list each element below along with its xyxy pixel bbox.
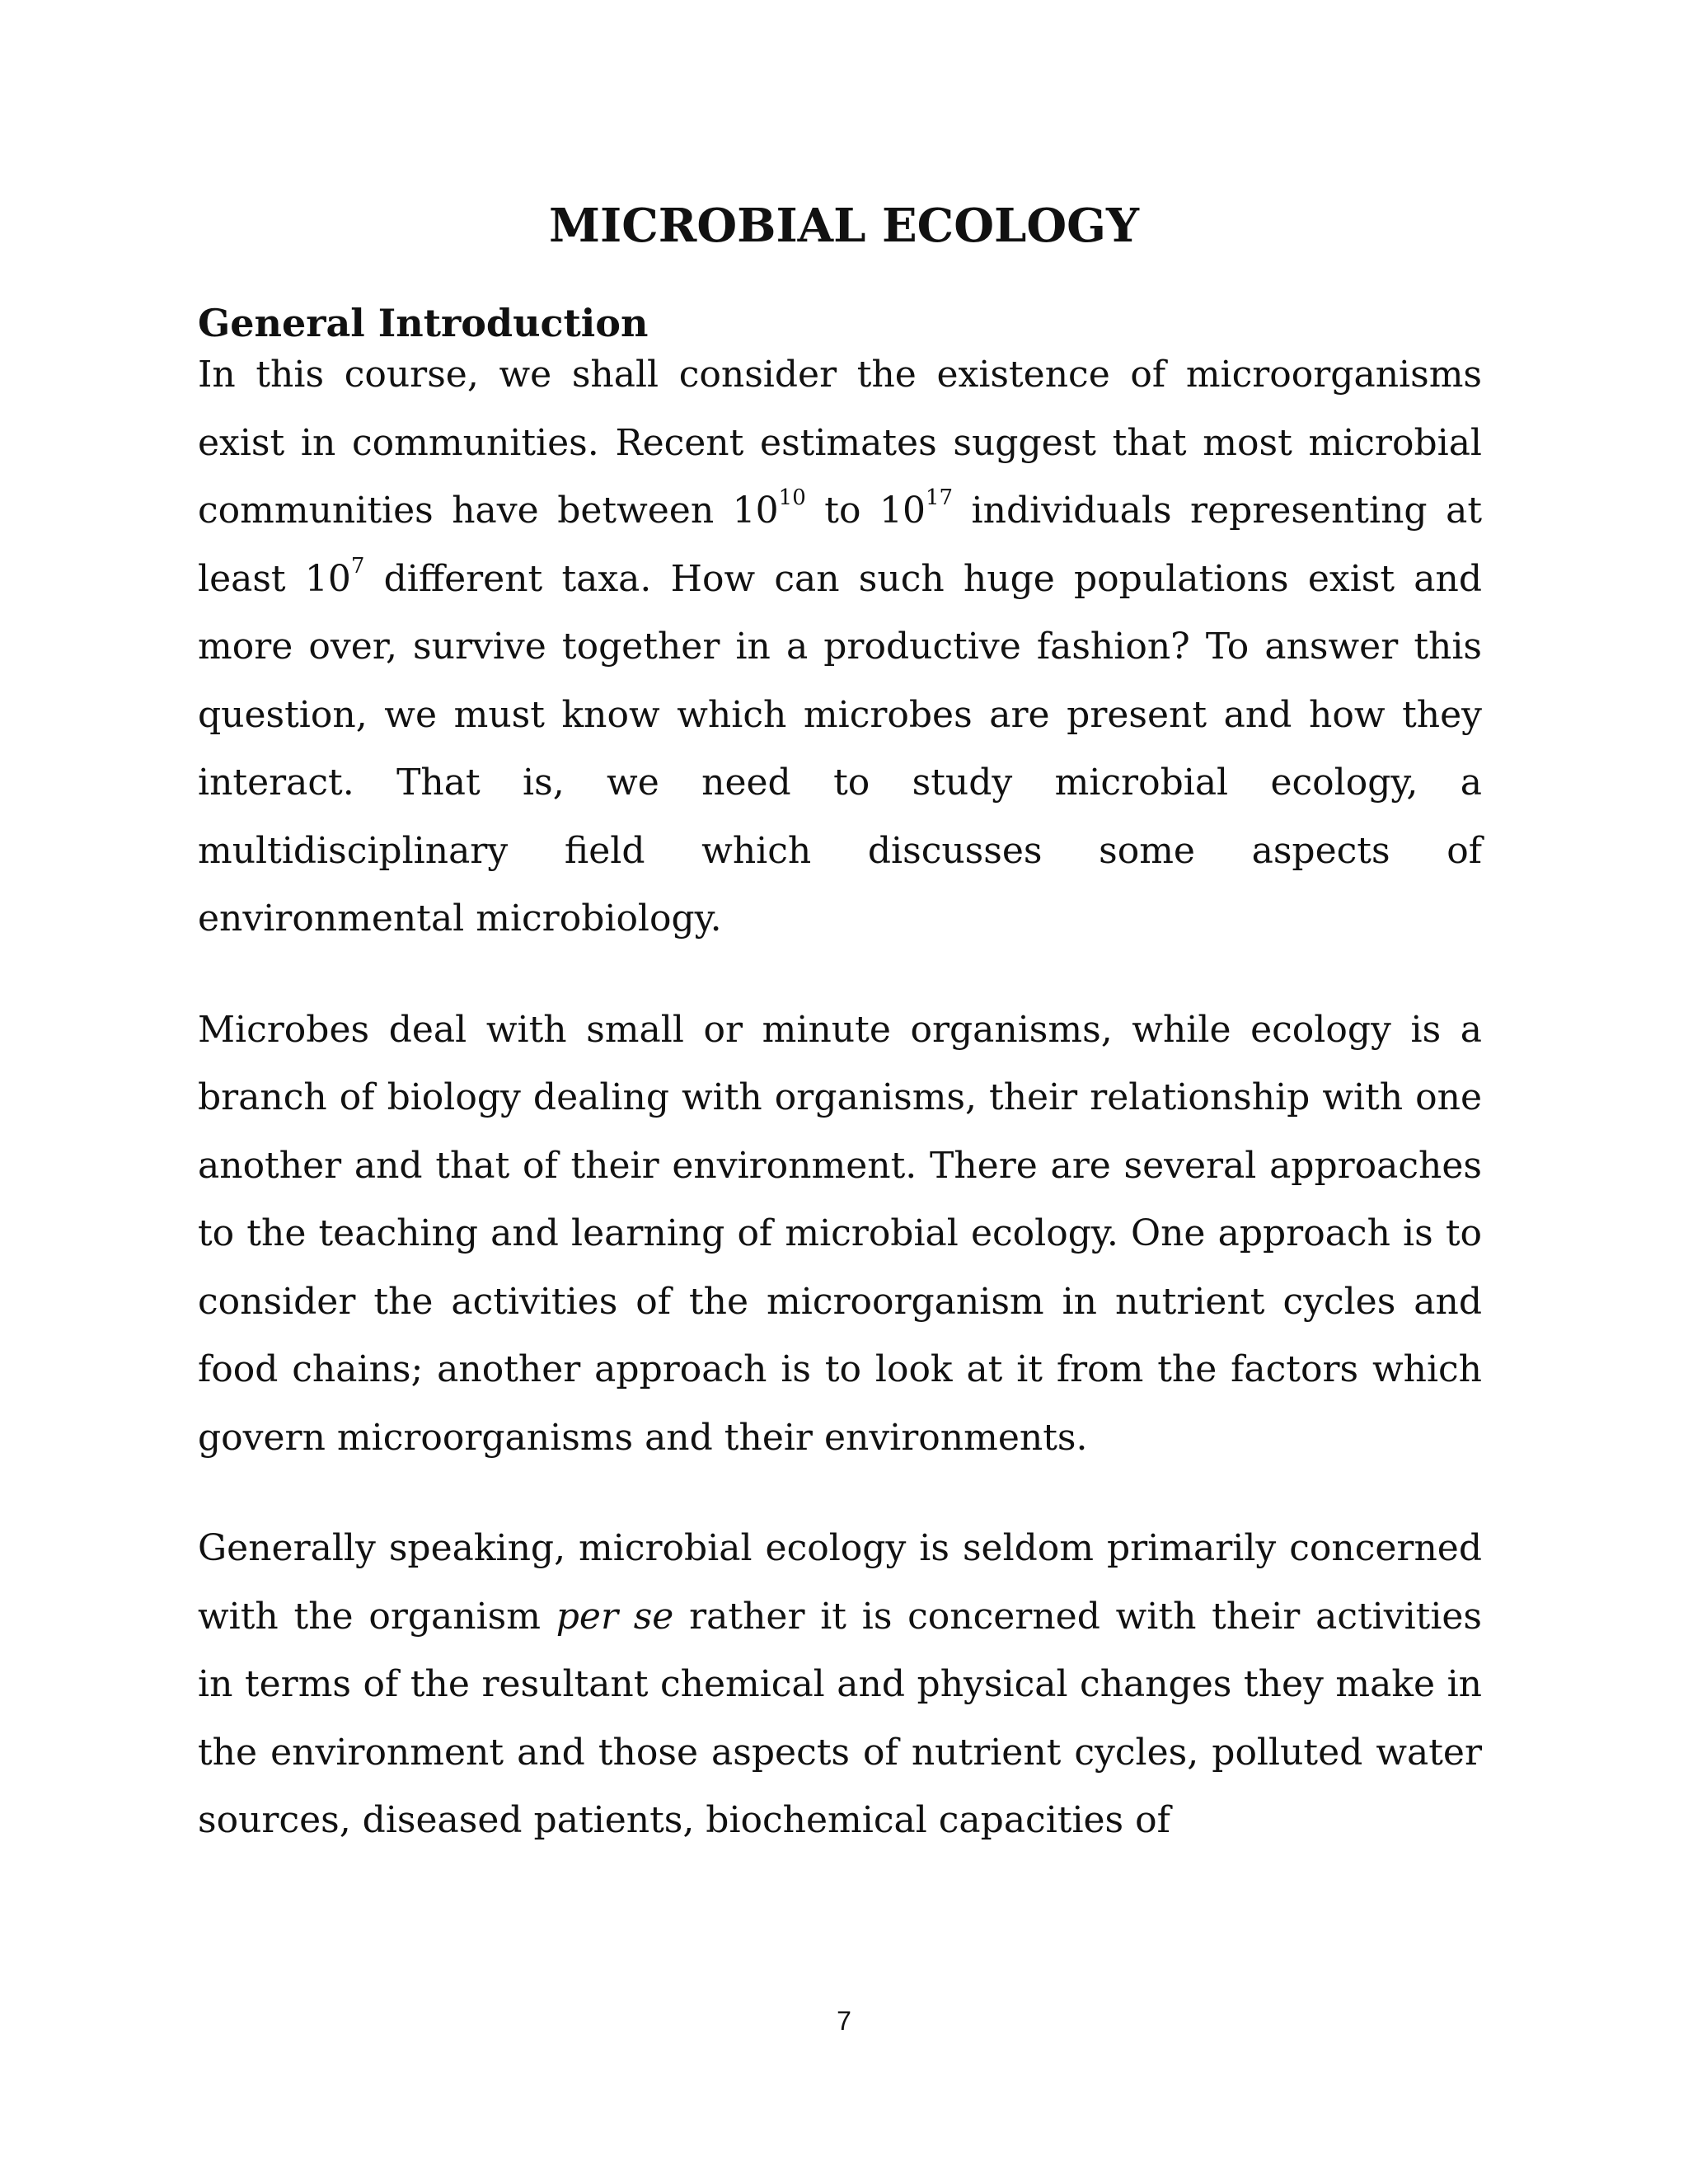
italic-per-se: per se	[556, 1595, 674, 1638]
superscript-exponent-10: 10	[778, 485, 806, 511]
superscript-exponent-17: 17	[925, 485, 954, 511]
paragraph-intro-text-2: to 10	[805, 490, 926, 532]
paragraph-intro	[198, 341, 1482, 954]
paragraph-intro-text-4: different taxa. How can such huge populations exist and more over, survive together in a productive fashion? To answer this question, we must know which microbes are present and how they interact. That is, we need to study microbial ecology, a multidisciplinary field which discusses some aspects of environmental microbiology.	[198, 557, 1482, 940]
paragraph-general	[198, 1515, 1482, 1855]
paragraph-intro-text-3: individuals representing at least 10	[198, 490, 1482, 600]
document-title: MICROBIAL ECOLOGY	[549, 199, 1139, 253]
paragraph-general-text-1: Generally speaking, microbial ecology is seldom primarily concerned with the organism	[198, 1527, 1482, 1638]
paragraph-intro-text-1: In this course, we shall consider the existence of microorganisms exist in communities. Recent estimates suggest that most microbial communities have between 10	[198, 354, 1482, 532]
superscript-exponent-7: 7	[350, 553, 365, 579]
section-heading: General Introduction	[198, 301, 649, 345]
document-body	[198, 300, 1482, 1855]
paragraph-approaches: Microbes deal with small or minute organisms, while ecology is a branch of biology dealing with organisms, their relationship with one another and that of their environment. There are several approaches to the teaching and learning of microbial ecology. One approach is to consider the activities of the microorganism in nutrient cycles and food chains; another approach is to look at it from the factors which govern microorganisms and their environments.	[198, 1008, 1482, 1459]
page-number: 7	[837, 2006, 851, 2036]
paragraph-general-text-2: rather it is concerned with their activities in terms of the resultant chemical and physical changes they make in the environment and those aspects of nutrient cycles, polluted water sources, diseased patients, biochemical capacities of	[198, 1595, 1483, 1841]
